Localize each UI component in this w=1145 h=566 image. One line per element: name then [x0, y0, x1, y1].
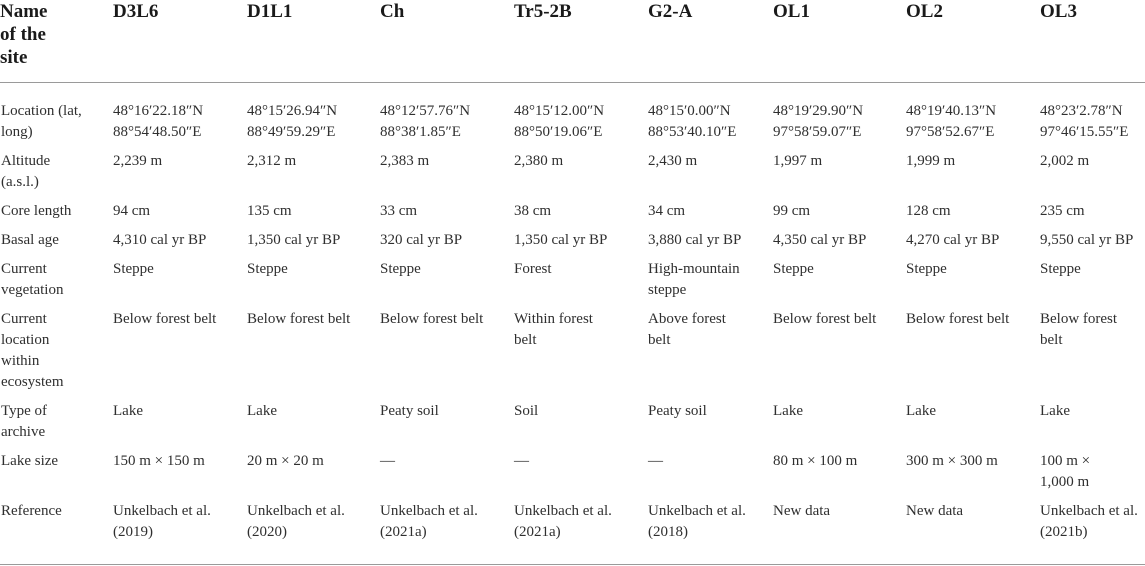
cell-line: — — [648, 453, 663, 469]
table-cell — [648, 309, 773, 401]
cell-line: 300 m × 300 m — [906, 453, 998, 469]
cell-line: Below forest belt — [906, 311, 1010, 327]
table-row — [0, 151, 1145, 201]
table-cell — [380, 230, 514, 259]
table-cell — [380, 501, 514, 551]
table-cell — [514, 230, 648, 259]
cell-line: 48°23′2.78″N — [1040, 103, 1123, 119]
cell-line: 97°58′52.67″E — [906, 124, 995, 140]
table-cell — [247, 151, 380, 201]
table-cell — [648, 230, 773, 259]
cell-line: 2,430 m — [648, 153, 698, 169]
cell-line: 4,350 cal yr BP — [773, 232, 867, 248]
table-cell — [380, 259, 514, 309]
cell-line: 88°50′19.06″E — [514, 124, 603, 140]
table-cell — [1040, 501, 1145, 551]
header-name-line: of the — [0, 24, 46, 45]
table-cell — [906, 230, 1040, 259]
table-cell — [906, 451, 1040, 501]
cell-line: 88°49′59.29″E — [247, 124, 336, 140]
cell-line: (2021a) — [514, 524, 561, 540]
header-site: G2-A — [648, 0, 773, 83]
cell-line: 99 cm — [773, 203, 811, 219]
table-cell — [648, 83, 773, 152]
table-cell — [773, 230, 906, 259]
table-cell — [380, 151, 514, 201]
cell-line: Forest — [514, 261, 552, 277]
table-cell — [113, 83, 247, 152]
table-row — [0, 401, 1145, 451]
cell-line: (2021b) — [1040, 524, 1088, 540]
header-row — [0, 0, 1145, 83]
row-label-line: Lake size — [1, 453, 59, 469]
table-cell — [648, 501, 773, 551]
table-row — [0, 451, 1145, 501]
header-site: OL3 — [1040, 0, 1145, 83]
cell-line: Steppe — [380, 261, 421, 277]
table-cell — [1040, 401, 1145, 451]
cell-line: New data — [773, 503, 831, 519]
table-cell — [906, 309, 1040, 401]
cell-line: 2,002 m — [1040, 153, 1090, 169]
table-cell — [648, 401, 773, 451]
cell-line: Lake — [113, 403, 143, 419]
header-name-line: Name — [0, 1, 48, 22]
row-label — [0, 451, 113, 501]
table-cell — [247, 501, 380, 551]
table-cell — [648, 151, 773, 201]
table-row — [0, 230, 1145, 259]
header-site: OL1 — [773, 0, 906, 83]
cell-line: 1,350 cal yr BP — [514, 232, 608, 248]
table-cell — [773, 451, 906, 501]
cell-line: 80 m × 100 m — [773, 453, 858, 469]
cell-line: High-mountain — [648, 261, 740, 277]
header-name-of-site — [0, 0, 113, 83]
cell-line: 48°15′12.00″N — [514, 103, 605, 119]
table-cell — [906, 401, 1040, 451]
cell-line: 88°38′1.85″E — [380, 124, 461, 140]
table-cell — [113, 151, 247, 201]
row-label-line: Reference — [1, 503, 62, 519]
cell-line: Below forest belt — [380, 311, 484, 327]
cell-line: 48°15′26.94″N — [247, 103, 338, 119]
cell-line: Unkelbach et al. — [1040, 503, 1138, 519]
cell-line: Steppe — [1040, 261, 1081, 277]
cell-line: 9,550 cal yr BP — [1040, 232, 1134, 248]
cell-line: 135 cm — [247, 203, 292, 219]
table-cell — [247, 401, 380, 451]
cell-line: 1,350 cal yr BP — [247, 232, 341, 248]
table-cell — [906, 259, 1040, 309]
cell-line: (2020) — [247, 524, 287, 540]
table-cell — [514, 201, 648, 230]
cell-line: 1,000 m — [1040, 474, 1090, 490]
cell-line: 2,239 m — [113, 153, 163, 169]
cell-line: Unkelbach et al. — [514, 503, 612, 519]
cell-line: Below forest — [1040, 311, 1118, 327]
row-label — [0, 259, 113, 309]
table-cell — [906, 83, 1040, 152]
table-cell — [773, 501, 906, 551]
table-cell — [648, 259, 773, 309]
row-label-line: location — [1, 332, 50, 348]
cell-line: Below forest belt — [773, 311, 877, 327]
cell-line: 48°16′22.18″N — [113, 103, 204, 119]
cell-line: 2,312 m — [247, 153, 297, 169]
row-label-line: within — [1, 353, 40, 369]
cell-line: belt — [1040, 332, 1063, 348]
cell-line: Above forest — [648, 311, 726, 327]
table-cell — [380, 401, 514, 451]
header-site: D1L1 — [247, 0, 380, 83]
table-cell — [773, 309, 906, 401]
cell-line: 4,270 cal yr BP — [906, 232, 1000, 248]
row-label-line: Basal age — [1, 232, 59, 248]
table-body — [0, 83, 1145, 552]
table-cell — [648, 451, 773, 501]
table-cell — [773, 151, 906, 201]
cell-line: 88°53′40.10″E — [648, 124, 737, 140]
table-bottom-rule — [0, 564, 1145, 565]
table-row — [0, 259, 1145, 309]
table-cell — [514, 501, 648, 551]
row-label — [0, 83, 113, 152]
table-cell — [380, 83, 514, 152]
cell-line: 97°46′15.55″E — [1040, 124, 1129, 140]
table-cell — [514, 83, 648, 152]
header-site: Ch — [380, 0, 514, 83]
table-cell — [247, 309, 380, 401]
cell-line: steppe — [648, 282, 687, 298]
cell-line: 235 cm — [1040, 203, 1085, 219]
table-row — [0, 201, 1145, 230]
table-cell — [380, 201, 514, 230]
table-cell — [1040, 230, 1145, 259]
table-cell — [247, 230, 380, 259]
cell-line: 34 cm — [648, 203, 686, 219]
table-cell — [113, 230, 247, 259]
cell-line: (2018) — [648, 524, 688, 540]
row-label-line: (a.s.l.) — [1, 174, 39, 190]
table-cell — [514, 451, 648, 501]
cell-line: Unkelbach et al. — [247, 503, 345, 519]
cell-line: Within forest — [514, 311, 593, 327]
cell-line: Steppe — [247, 261, 288, 277]
cell-line: Lake — [247, 403, 277, 419]
header-site: Tr5-2B — [514, 0, 648, 83]
cell-line: Below forest belt — [113, 311, 217, 327]
row-label — [0, 151, 113, 201]
cell-line: Steppe — [113, 261, 154, 277]
cell-line: 38 cm — [514, 203, 552, 219]
row-label — [0, 401, 113, 451]
cell-line: New data — [906, 503, 964, 519]
table-cell — [514, 309, 648, 401]
cell-line: Peaty soil — [648, 403, 707, 419]
table-cell — [113, 451, 247, 501]
row-label-line: Location (lat, — [1, 103, 82, 119]
header-name-line: site — [0, 47, 28, 68]
row-label-line: ecosystem — [1, 374, 64, 390]
table-cell — [514, 401, 648, 451]
table-cell — [648, 201, 773, 230]
cell-line: 4,310 cal yr BP — [113, 232, 207, 248]
table-cell — [247, 201, 380, 230]
cell-line: 1,999 m — [906, 153, 956, 169]
table-cell — [113, 201, 247, 230]
table-cell — [380, 451, 514, 501]
cell-line: Steppe — [773, 261, 814, 277]
cell-line: 48°15′0.00″N — [648, 103, 731, 119]
cell-line: 94 cm — [113, 203, 151, 219]
header-site: OL2 — [906, 0, 1040, 83]
cell-line: 48°19′29.90″N — [773, 103, 864, 119]
cell-line: 20 m × 20 m — [247, 453, 324, 469]
cell-line: 48°19′40.13″N — [906, 103, 997, 119]
cell-line: — — [514, 453, 529, 469]
table-cell — [113, 259, 247, 309]
cell-line: 1,997 m — [773, 153, 823, 169]
table-cell — [773, 201, 906, 230]
row-label-line: Current — [1, 261, 47, 277]
cell-line: 48°12′57.76″N — [380, 103, 471, 119]
table-cell — [906, 151, 1040, 201]
row-label-line: Type of — [1, 403, 48, 419]
cell-line: Unkelbach et al. — [380, 503, 478, 519]
cell-line: 128 cm — [906, 203, 951, 219]
table-cell — [773, 259, 906, 309]
table-cell — [1040, 83, 1145, 152]
table-row — [0, 501, 1145, 551]
table-cell — [773, 401, 906, 451]
cell-line: — — [380, 453, 395, 469]
table-cell — [113, 309, 247, 401]
cell-line: 33 cm — [380, 203, 418, 219]
row-label-line: vegetation — [1, 282, 64, 298]
cell-line: 320 cal yr BP — [380, 232, 463, 248]
table-header — [0, 0, 1145, 83]
table-cell — [1040, 451, 1145, 501]
row-label — [0, 309, 113, 401]
row-label-line: Altitude — [1, 153, 51, 169]
header-site: D3L6 — [113, 0, 247, 83]
table-row — [0, 83, 1145, 152]
table-cell — [906, 201, 1040, 230]
table-cell — [247, 83, 380, 152]
table-cell — [773, 83, 906, 152]
table-cell — [514, 259, 648, 309]
row-label — [0, 501, 113, 551]
cell-line: 100 m × — [1040, 453, 1091, 469]
table-cell — [1040, 201, 1145, 230]
table-cell — [906, 501, 1040, 551]
cell-line: Lake — [1040, 403, 1070, 419]
table-cell — [113, 401, 247, 451]
cell-line: 2,380 m — [514, 153, 564, 169]
cell-line: Peaty soil — [380, 403, 439, 419]
table-cell — [514, 151, 648, 201]
cell-line: 97°58′59.07″E — [773, 124, 862, 140]
table-cell — [380, 309, 514, 401]
table-cell — [1040, 259, 1145, 309]
row-label — [0, 230, 113, 259]
row-label-line: long) — [1, 124, 33, 140]
cell-line: Soil — [514, 403, 539, 419]
cell-line: Unkelbach et al. — [113, 503, 211, 519]
row-label-line: Core length — [1, 203, 72, 219]
cell-line: Steppe — [906, 261, 947, 277]
table-cell — [113, 501, 247, 551]
cell-line: 3,880 cal yr BP — [648, 232, 742, 248]
table-row — [0, 309, 1145, 401]
cell-line: Lake — [773, 403, 803, 419]
table-cell — [1040, 151, 1145, 201]
cell-line: belt — [648, 332, 671, 348]
cell-line: (2021a) — [380, 524, 427, 540]
table-cell — [247, 259, 380, 309]
cell-line: belt — [514, 332, 537, 348]
cell-line: (2019) — [113, 524, 153, 540]
cell-line: 88°54′48.50″E — [113, 124, 202, 140]
table-cell — [247, 451, 380, 501]
row-label — [0, 201, 113, 230]
cell-line: 2,383 m — [380, 153, 430, 169]
cell-line: 150 m × 150 m — [113, 453, 205, 469]
row-label-line: archive — [1, 424, 46, 440]
cell-line: Unkelbach et al. — [648, 503, 746, 519]
cell-line: Below forest belt — [247, 311, 351, 327]
table-cell — [1040, 309, 1145, 401]
cell-line: Lake — [906, 403, 936, 419]
row-label-line: Current — [1, 311, 47, 327]
